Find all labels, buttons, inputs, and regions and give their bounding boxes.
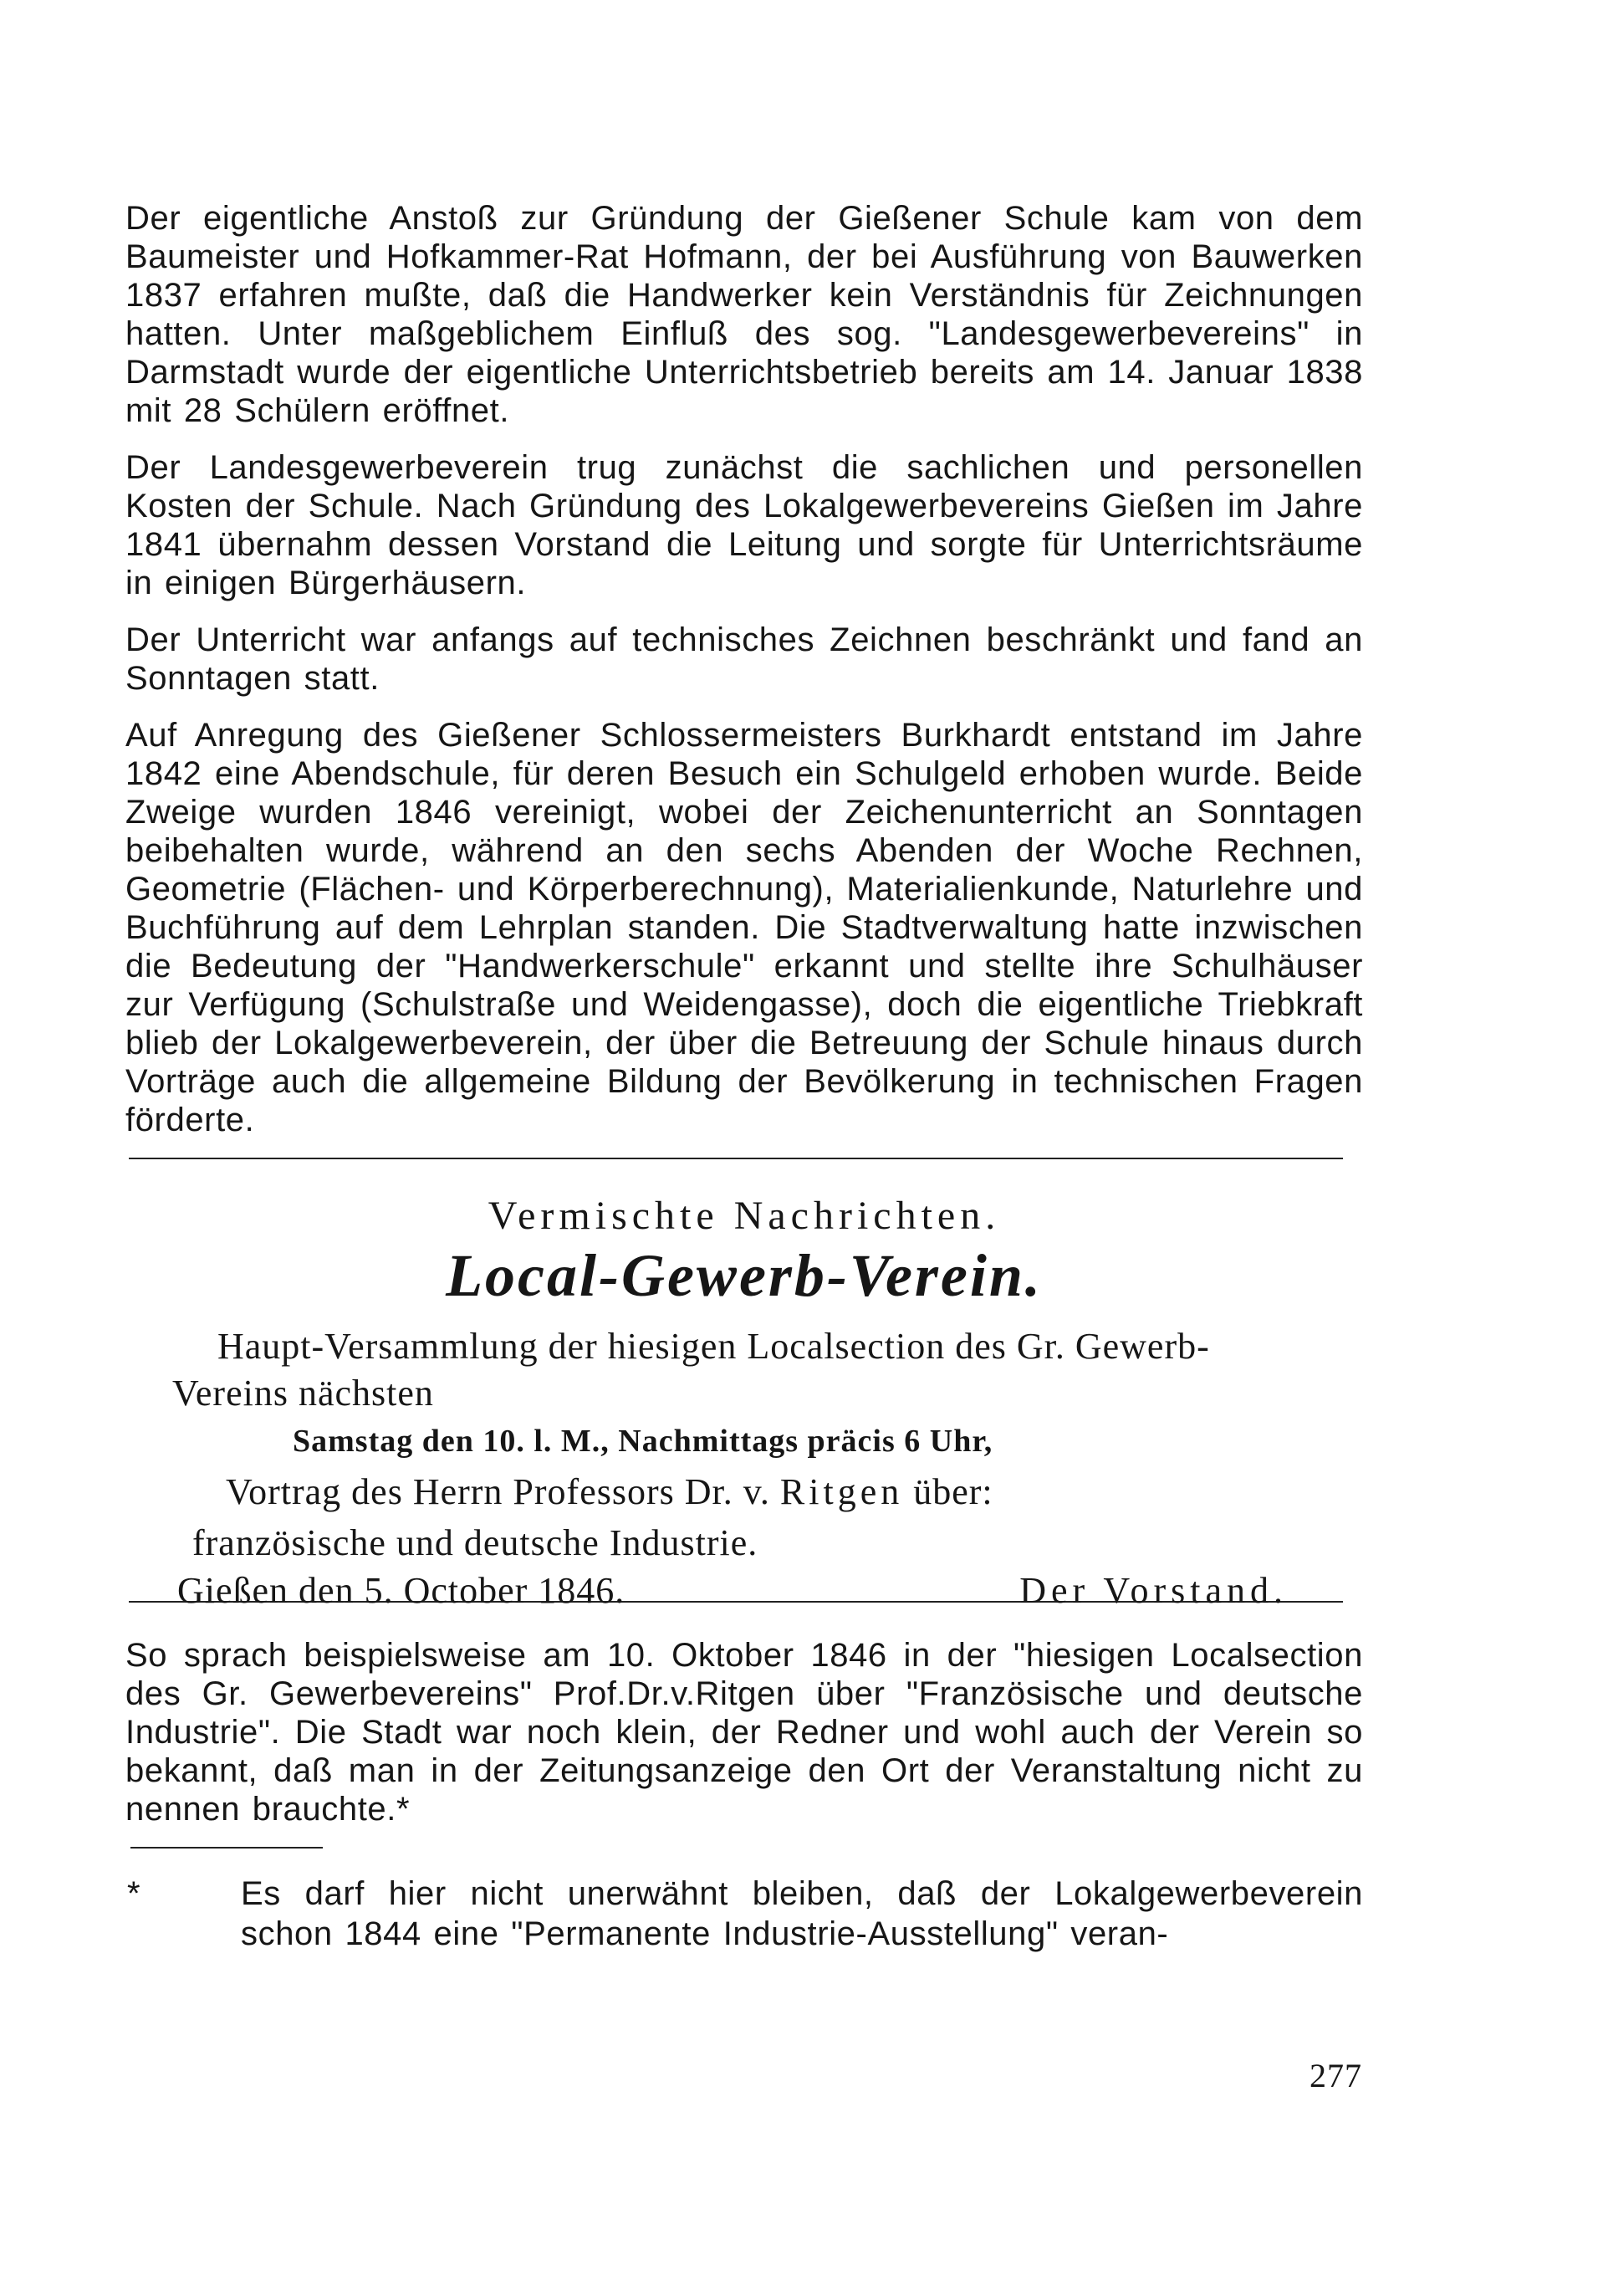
advertisement-title: Local-Gewerb-Verein. — [446, 1242, 1043, 1309]
page-number: 277 — [1310, 2057, 1362, 2094]
advertisement-signature: Der Vorstand. — [1019, 1570, 1288, 1611]
advertisement-lecture-line — [226, 1470, 993, 1513]
advertisement-body-line-2: Vereins nächsten — [172, 1373, 434, 1414]
advertisement-date-line: Samstag den 10. l. M., Nachmittags präcis 6 Uhr, — [293, 1424, 993, 1459]
advertisement-topic-line: französische und deutsche Industrie. — [192, 1522, 758, 1563]
advertisement-heading: Vermischte Nachrichten. — [488, 1194, 1001, 1238]
lecture-speaker-name: Ritgen — [779, 1471, 904, 1512]
newspaper-advertisement — [125, 1159, 1363, 1611]
advertisement-place-date: Gießen den 5. October 1846. — [177, 1570, 625, 1611]
paragraph-lecture-1846: So sprach beispielsweise am 10. Oktober 1846 in der "hiesigen Localsection des Gr. Gewerbevereins" Prof.Dr.v.Ritgen über "Französische und deutsche Industrie". Die Stadt war noch klein, der Redner und wohl auch der Verein so bekannt, daß man in der Zeitungsanzeige den Ort der Veranstaltung nicht zu nennen brauchte.* — [125, 1637, 1363, 1828]
lecture-suffix: über: — [913, 1471, 993, 1512]
footnote-text: Es darf hier nicht unerwähnt bleiben, daß der Lokalgewerbeverein schon 1844 eine "Permanente Industrie-Ausstellung" veran- — [241, 1875, 1363, 1952]
lecture-prefix: Vortrag des Herrn Professors Dr. v. — [226, 1471, 770, 1512]
paragraph-evening-school: Auf Anregung des Gießener Schlossermeisters Burkhardt entstand im Jahre 1842 eine Abendschule, für deren Besuch ein Schulgeld erhoben wurde. Beide Zweige wurden 1846 vereinigt, wobei der Zeichenunterricht an Sonntagen beibehalten wurde, während an den sechs Abenden der Woche Rechnen, Geometrie (Flächen- und Körperberechnung), Materialienkunde, Naturlehre und Buchführung auf dem Lehrplan standen. Die Stadtverwaltung hatte inzwischen die Bedeutung der "Handwerkerschule" erkannt und stellte ihre Schulhäuser zur Verfügung (Schulstraße und Weidengasse), doch die eigentliche Triebkraft blieb der Lokalgewerbeverein, der über die Betreuung der Schule hinaus durch Vorträge auch die allgemeine Bildung der Bevölkerung in technischen Fragen förderte. — [125, 717, 1363, 1138]
footnote-mark: * — [127, 1875, 141, 1912]
footnote-separator — [130, 1847, 323, 1849]
footnote — [125, 1874, 1363, 1954]
page-content — [125, 199, 1363, 1954]
paragraph-landesgewerbeverein: Der Landesgewerbeverein trug zunächst die sachlichen und personellen Kosten der Schule. Nach Gründung des Lokalgewerbevereins Gießen im Jahre 1841 übernahm dessen Vorstand die Leitung und sorgte für Unterrichtsräume in einigen Bürgerhäusern. — [125, 449, 1363, 601]
advertisement-body-line-1: Haupt-Versammlung der hiesigen Localsection des Gr. Gewerb- — [217, 1326, 1210, 1367]
paragraph-drawing-instruction: Der Unterricht war anfangs auf technisches Zeichnen beschränkt und fand an Sonntagen statt. — [125, 621, 1363, 697]
paragraph-founding-impulse: Der eigentliche Anstoß zur Gründung der Gießener Schule kam von dem Baumeister und Hofkammer-Rat Hofmann, der bei Ausführung von Bauwerken 1837 erfahren mußte, daß die Handwerker kein Verständnis für Zeichnungen hatten. Unter maßgeblichem Einfluß des sog. "Landesgewerbevereins" in Darmstadt wurde der eigentliche Unterrichtsbetrieb bereits am 14. Januar 1838 mit 28 Schülern eröffnet. — [125, 200, 1363, 429]
